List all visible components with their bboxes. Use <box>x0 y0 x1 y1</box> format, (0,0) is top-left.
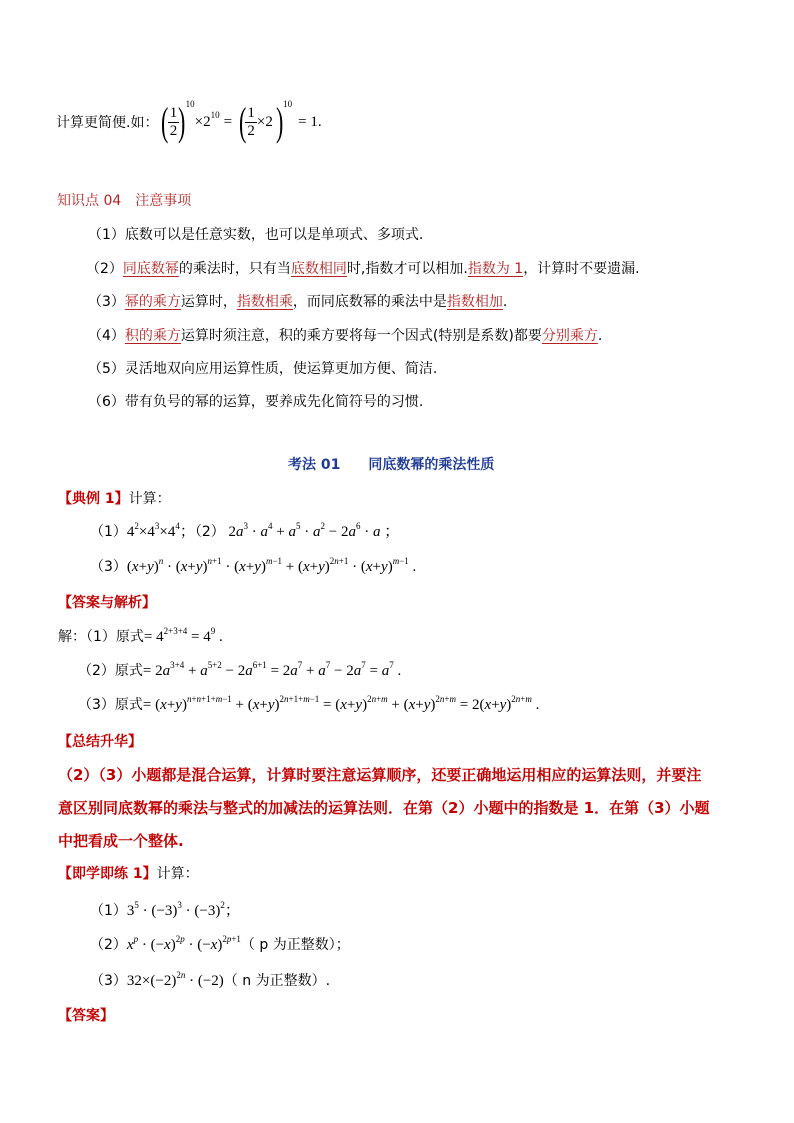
intro-text: 计算更简便.如： <box>56 115 159 131</box>
practice-q2: $(2)x^p \cdot (-x)^{2p} \cdot (-x)^{2p+1}$（ p 为正整数）； <box>90 934 350 953</box>
left-paren: ( <box>161 99 169 144</box>
practice-q3: $(3)32\times(-2)^{2n} \cdot (-2)$（ n 为正整数）. <box>90 970 331 989</box>
knowledge-title: 知识点 04 注意事项 <box>57 193 192 209</box>
practice-text: 计算： <box>156 866 199 882</box>
intro-line <box>56 100 322 144</box>
solution-line-1: 解：（1）原式= $4^{2+3+4} = 4^9$ . <box>58 626 223 645</box>
times-two-inner: ×2 <box>256 113 273 130</box>
solution-line-3: （3）原式= $(x+y)^{n+n+1+m-1} + (x+y)^{2n+1+m-1} = (x+y)^{2n+m} + (x+y)^{2n+m} = 2(x+y)^{2n+m}$ . <box>78 694 540 713</box>
summary-line-3: 中把看成一个整体. <box>58 832 184 850</box>
result: = 1. <box>298 113 322 130</box>
note-item-6: （6）带有负号的幂的运算，要养成先化简符号的习惯. <box>88 394 424 410</box>
example-text: 计算： <box>128 491 171 507</box>
example-line-1: $(1)4^2\times 4^3\times 4^4$；（2） $2a^3 \cdot a^4 + a^5 \cdot a^2 - 2a^6 \cdot a$ ； <box>90 521 400 540</box>
note-item-2: （2）同底数幂的乘法时，只有当底数相同时,指数才可以相加.指数为 1，计算时不要遗漏. <box>86 261 640 277</box>
left-paren-2: ( <box>239 99 247 144</box>
note-item-4: （4）积的乘方运算时须注意，积的乘方要将每一个因式(特别是系数)都要分别乘方. <box>88 328 603 344</box>
times-two: ×2 <box>194 113 211 130</box>
example-line-3: $(3)(x+y)^n \cdot (x+y)^{n+1} \cdot (x+y)^{m-1} + (x+y)^{2n+1} \cdot (x+y)^{m-1}$ . <box>90 556 417 575</box>
note-item-3: （3）幂的乘方运算时，指数相乘，而同底数幂的乘法中是指数相加. <box>88 294 508 310</box>
note-item-1: （1）底数可以是任意实数，也可以是单项式、多项式. <box>88 227 424 243</box>
exponent-2: 10 <box>210 110 220 120</box>
fraction-half-2: $\frac{1}{2}$ <box>247 105 255 139</box>
method-title: 考法 01 同底数幂的乘法性质 <box>288 457 495 473</box>
example-label: 【典例 1】 <box>58 491 129 507</box>
equals-sign: = <box>223 113 233 130</box>
summary-label: 【总结升华】 <box>58 734 142 750</box>
practice-q1: $(1)3^5 \cdot (-3)^3 \cdot (-3)^2$； <box>90 900 240 919</box>
summary-line-1: （2）（3）小题都是混合运算，计算时要注意运算顺序，还要正确地运用相应的运算法则，并要注 <box>58 766 702 784</box>
practice-label: 【即学即练 1】 <box>58 866 157 882</box>
answer-label: 【答案】 <box>58 1008 114 1024</box>
answer-analysis-label: 【答案与解析】 <box>58 595 156 611</box>
exponent: 10 <box>185 99 195 109</box>
summary-line-2: 意区别同底数幂的乘法与整式的加减法的运算法则．在第（2）小题中的指数是 1．在第（3）小题 <box>58 799 710 817</box>
note-item-5: （5）灵活地双向应用运算性质，使运算更加方便、简洁. <box>88 361 438 377</box>
example-header <box>58 488 171 508</box>
practice-header <box>58 863 199 883</box>
solution-line-2: （2）原式= $2a^{3+4} + a^{5+2} - 2a^{6+1} = 2a^7 + a^7 - 2a^7 = a^7$ . <box>78 660 402 679</box>
right-paren-2: ) <box>275 99 284 144</box>
right-paren: ) <box>178 99 186 144</box>
exponent-3: 10 <box>283 99 293 109</box>
fraction-half-1: $\frac{1}{2}$ <box>169 105 178 139</box>
